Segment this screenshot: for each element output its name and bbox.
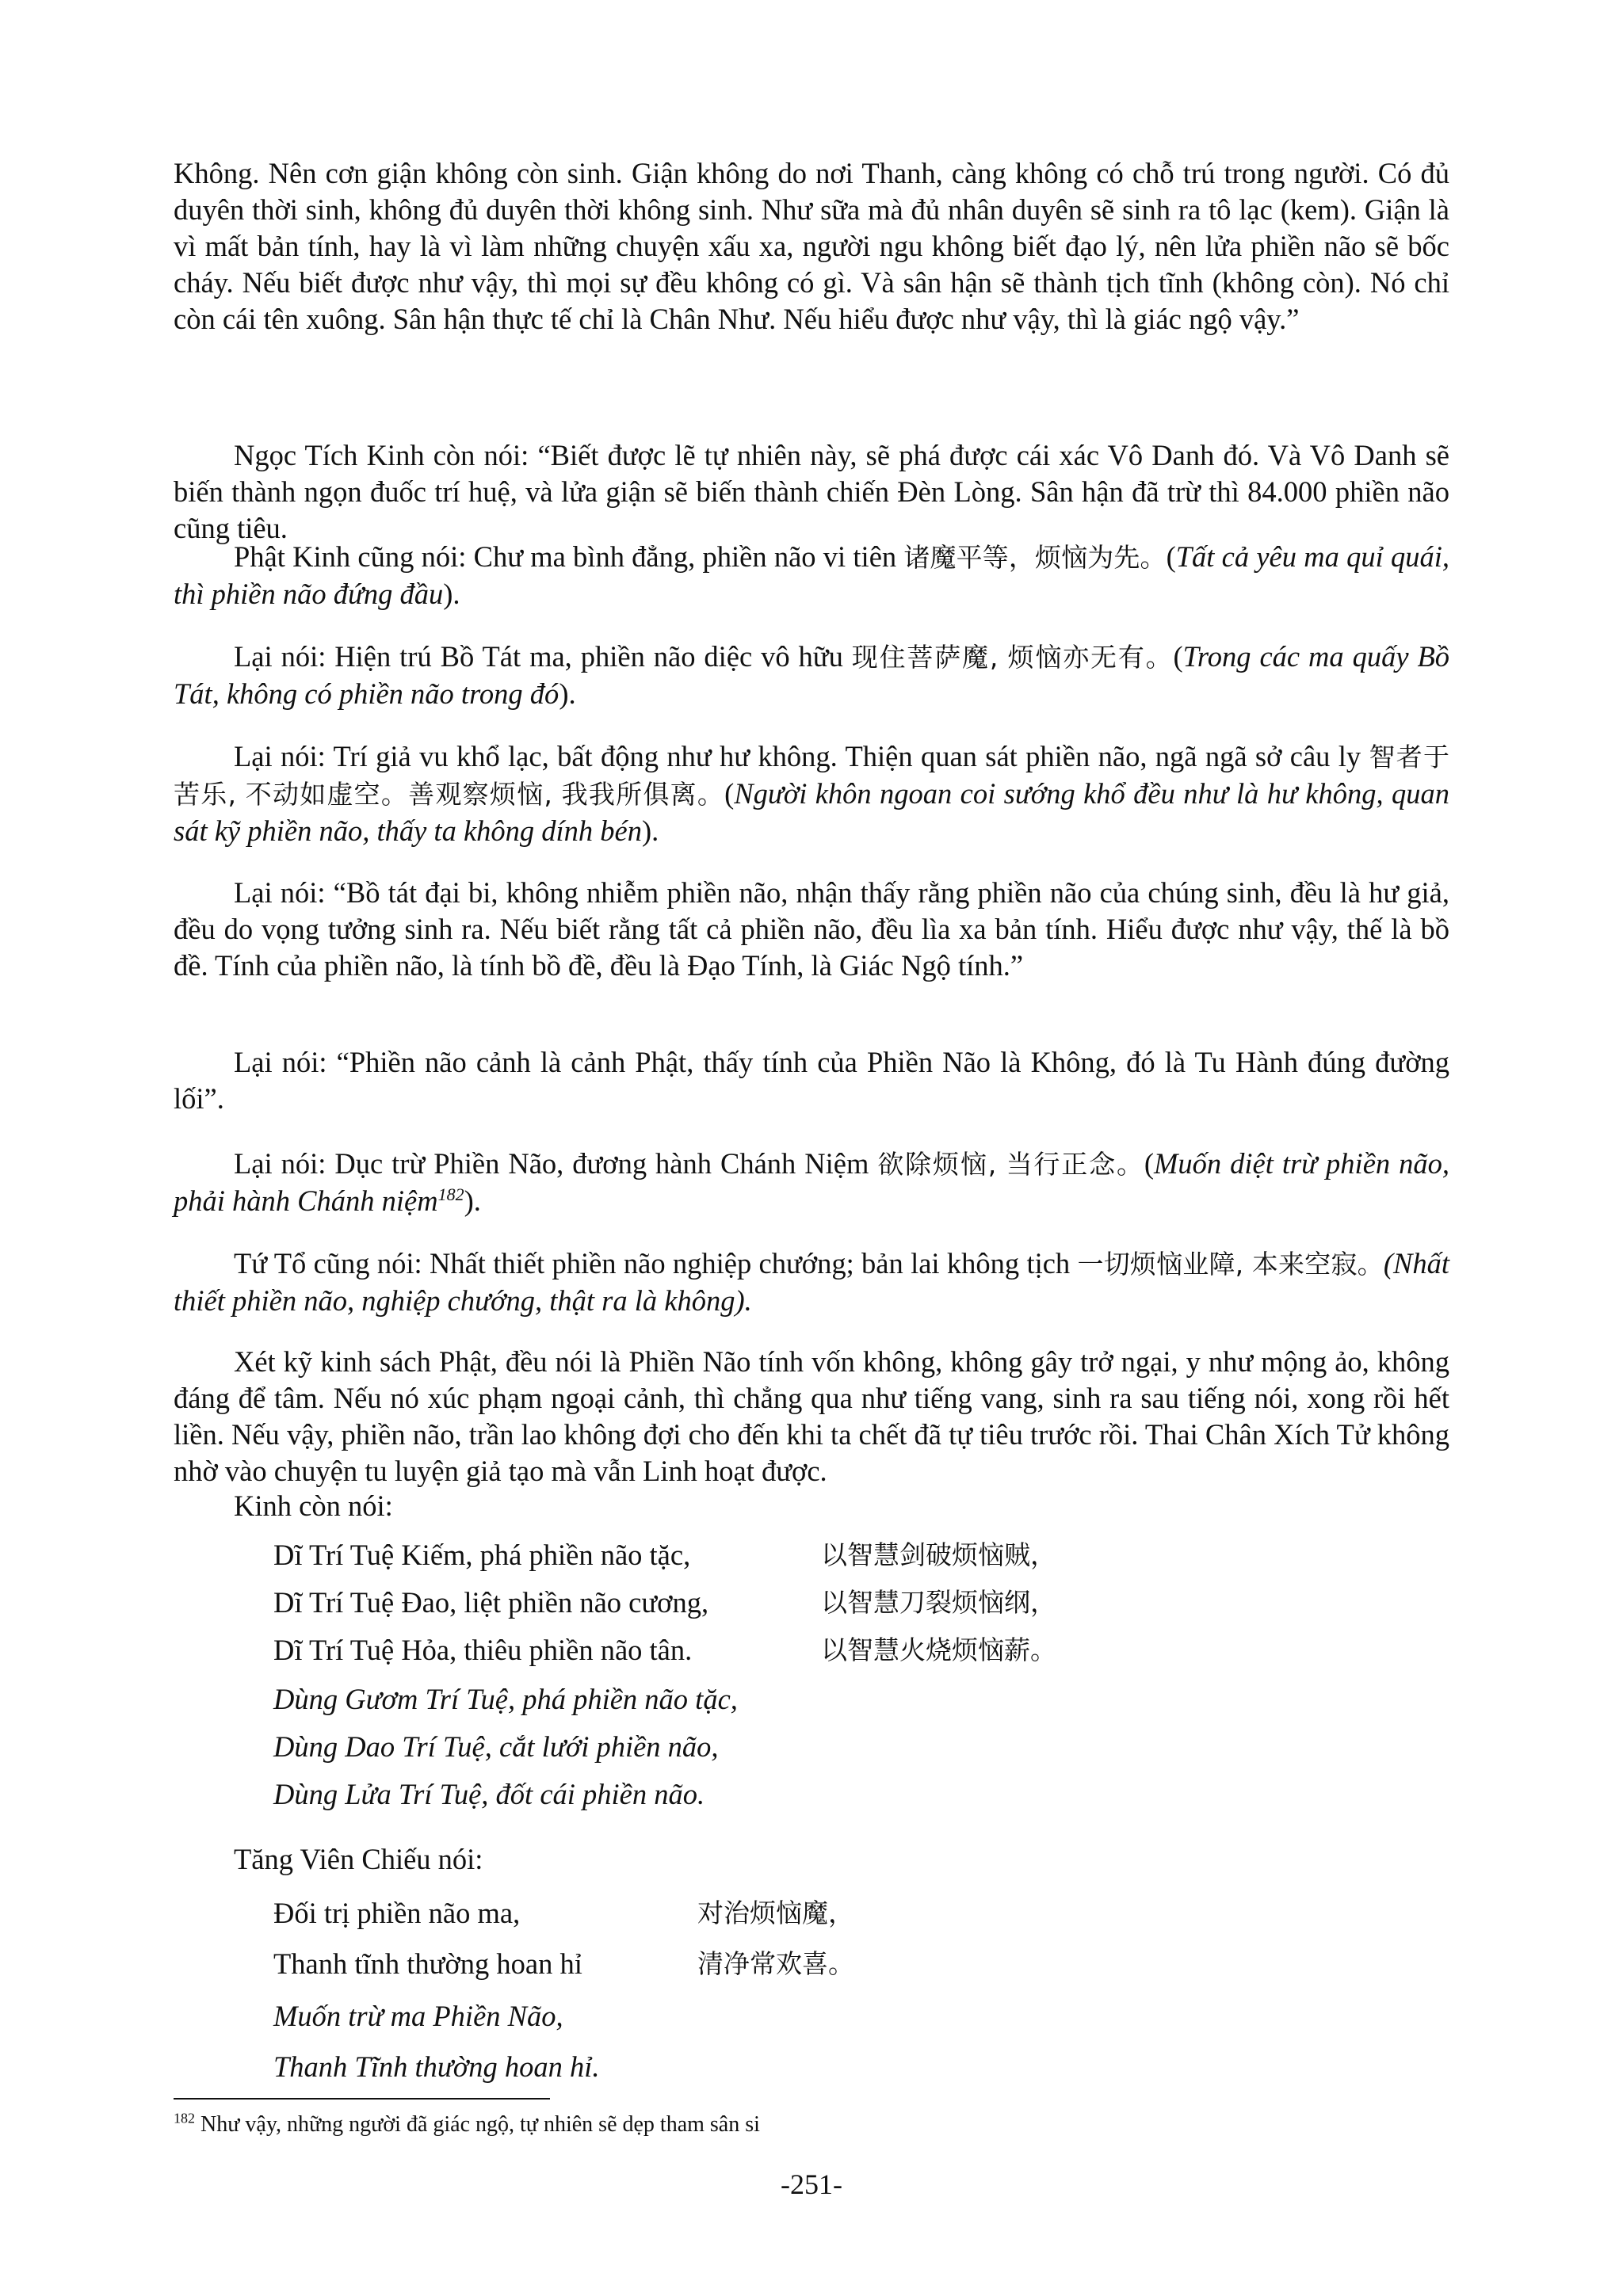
text-run: Tứ Tổ cũng nói: Nhất thiết phiền não nghiệp chướng; bản lai không tịch [234, 1247, 1078, 1280]
footnote-text: Như vậy, những người đã giác ngộ, tự nhiên sẽ dẹp tham sân si [195, 2112, 760, 2137]
paragraph-text: Xét kỹ kinh sách Phật, đều nói là Phiền Não tính vốn không, không gây trở ngại, y như mộng ảo, không đáng để tâm. Nếu nó xúc phạm ngoại cảnh, thì chẳng qua như tiếng vang, sinh ra sau tiếng nói, xong rồi hết liền. Nếu vậy, phiền não, trần lao không đợi cho đến khi ta chết đã tự tiêu trước rồi. Thai Chân Xích Tử không nhờ vào chuyện tu luyện giả tạo mà vẫn Linh hoạt được. [174, 1345, 1449, 1487]
footnote-ref[interactable]: 182 [437, 1184, 464, 1204]
verse-line-vn: Dĩ Trí Tuệ Kiếm, phá phiền não tặc, [273, 1539, 691, 1571]
text-run: Lại nói: Trí giả vu khổ lạc, bất động như hư không. Thiện quan sát phiền não, ngã ngã sở câu ly [234, 740, 1369, 772]
translation-italic: Người khôn ngoan coi sướng khổ đều như là hư không, quan sát kỹ phiền não, thấy ta không dính bén [174, 777, 1449, 847]
verse-line-cn: 对治烦恼魔， [697, 1897, 854, 1928]
translation-italic: Tất cả yêu ma quỉ quái, thì phiền não đứng đầu [174, 540, 1450, 610]
verse-line-translation: Dùng Dao Trí Tuệ, cắt lưới phiền não, [273, 1730, 719, 1763]
translation-italic: Trong các ma quấy Bồ Tát, không có phiền não trong đó [174, 640, 1449, 710]
text-run: ( [1173, 640, 1183, 673]
verse-line-translation: Muốn trừ ma Phiền Não, [273, 2000, 563, 2032]
paragraph-text: Không. Nên cơn giận không còn sinh. Giận không do nơi Thanh, càng không có chỗ trú trong người. Có đủ duyên thời sinh, không đủ duyên thời không sinh. Như sữa mà đủ nhân duyên sẽ sinh ra tô lạc (kem). Giận là vì mất bản tính, hay là vì làm những chuyện xấu xa, người ngu không biết đạo lý, nên lửa phiền não sẽ bốc cháy. Nếu biết được như vậy, thì mọi sự đều không có gì. Và sân hận sẽ thành tịch tĩnh (không còn). Nó chỉ còn cái tên xuông. Sân hận thực tế chỉ là Chân Như. Nếu hiểu được như vậy, thì là giác ngộ vậy.” [174, 157, 1449, 335]
footnote-number: 182 [174, 2110, 195, 2126]
verse-line-translation: Dùng Lửa Trí Tuệ, đốt cái phiền não. [273, 1778, 705, 1810]
chinese-quote: 一切烦恼业障, 本来空寂。 [1077, 1249, 1384, 1280]
text-run: ( [1166, 540, 1176, 573]
verse-line-cn: 以智慧剑破烦恼贼， [821, 1539, 1056, 1570]
text-run: Lại nói: Hiện trú Bồ Tát ma, phiền não diệc vô hữu [234, 640, 852, 673]
paragraph-bo-tat-ma [174, 639, 1449, 712]
footnote-divider [174, 2098, 550, 2100]
verse-intro: Kinh còn nói: [234, 1489, 393, 1522]
paragraph-text: Ngọc Tích Kinh còn nói: “Biết được lẽ tự nhiên này, sẽ phá được cái xác Vô Danh đó. Và Vô Danh sẽ biến thành ngọn đuốc trí huệ, và lửa giận sẽ biến thành chiến Đèn Lòng. Sân hận đã trừ thì 84.000 phiền não cũng tiêu. [174, 439, 1449, 544]
text-run: ). [443, 578, 460, 610]
paragraph-ngoc-tich-kinh [174, 437, 1449, 547]
paragraph-tu-to [174, 1245, 1449, 1319]
paragraph-anger-continuation [174, 155, 1449, 338]
text-run: ). [642, 814, 659, 847]
paragraph-text: Lại nói: “Bồ tát đại bi, không nhiễm phiền não, nhận thấy rằng phiền não của chúng sinh, đều là hư giả, đều do vọng tưởng sinh ra. Nếu biết rằng tất cả phiền não, đều lìa xa bản tính. Hiểu được như vậy, thế là bồ đề. Tính của phiền não, là tính bồ đề, đều là Đạo Tính, là Giác Ngộ tính.” [174, 876, 1449, 982]
verse-line-cn: 以智慧刀裂烦恼纲， [821, 1587, 1056, 1618]
text-run: ). [559, 677, 576, 710]
footnote [174, 2111, 760, 2138]
verse-line-vn: Đối trị phiền não ma, [273, 1897, 521, 1929]
chinese-quote: 现住菩萨魔, 烦恼亦无有。 [851, 642, 1174, 673]
verse-intro: Tăng Viên Chiếu nói: [234, 1843, 483, 1875]
verse-line-translation: Dùng Gươm Trí Tuệ, phá phiền não tặc, [273, 1683, 738, 1715]
paragraph-bo-tat-dai-bi [174, 875, 1449, 984]
text-run: ( [1144, 1147, 1154, 1180]
chinese-quote: 智者于苦乐, 不动如虚空。善观察烦恼, 我我所俱离。 [174, 742, 1449, 810]
translation-italic: Muốn diệt trừ phiền não, phải hành Chánh niệm [174, 1147, 1449, 1217]
chinese-quote: 欲除烦恼, 当行正念。 [877, 1149, 1144, 1180]
verse-line-cn: 清净常欢喜。 [697, 1948, 854, 1979]
verse-line-translation: Thanh Tĩnh thường hoan hỉ. [273, 2050, 600, 2083]
text-run: Lại nói: Dục trừ Phiền Não, đương hành Chánh Niệm [234, 1147, 878, 1180]
text-run: ( [724, 777, 735, 810]
verse-line-vn: Dĩ Trí Tuệ Đao, liệt phiền não cương, [273, 1586, 709, 1619]
chinese-quote: 诸魔平等，烦恼为先。 [903, 542, 1167, 573]
translation-italic: (Nhất thiết phiền não, nghiệp chướng, thật ra là không). [174, 1247, 1449, 1317]
text-run: ). [464, 1184, 481, 1217]
paragraph-text: Lại nói: “Phiền não cảnh là cảnh Phật, thấy tính của Phiền Não là Không, đó là Tu Hành đúng đường lối”. [174, 1046, 1449, 1115]
paragraph-tri-gia [174, 738, 1449, 849]
paragraph-duc-tru [174, 1146, 1449, 1219]
verse-line-vn: Thanh tĩnh thường hoan hỉ [273, 1947, 582, 1980]
paragraph-phien-nao-canh [174, 1044, 1449, 1117]
paragraph-xet-ky [174, 1344, 1449, 1489]
text-run: Phật Kinh cũng nói: Chư ma bình đẳng, phiền não vi tiên [234, 540, 904, 573]
verse-line-cn: 以智慧火烧烦恼薪。 [821, 1634, 1056, 1665]
page-number: -251- [781, 2168, 842, 2200]
paragraph-phat-kinh [174, 539, 1449, 612]
verse-line-vn: Dĩ Trí Tuệ Hỏa, thiêu phiền não tân. [273, 1634, 693, 1666]
